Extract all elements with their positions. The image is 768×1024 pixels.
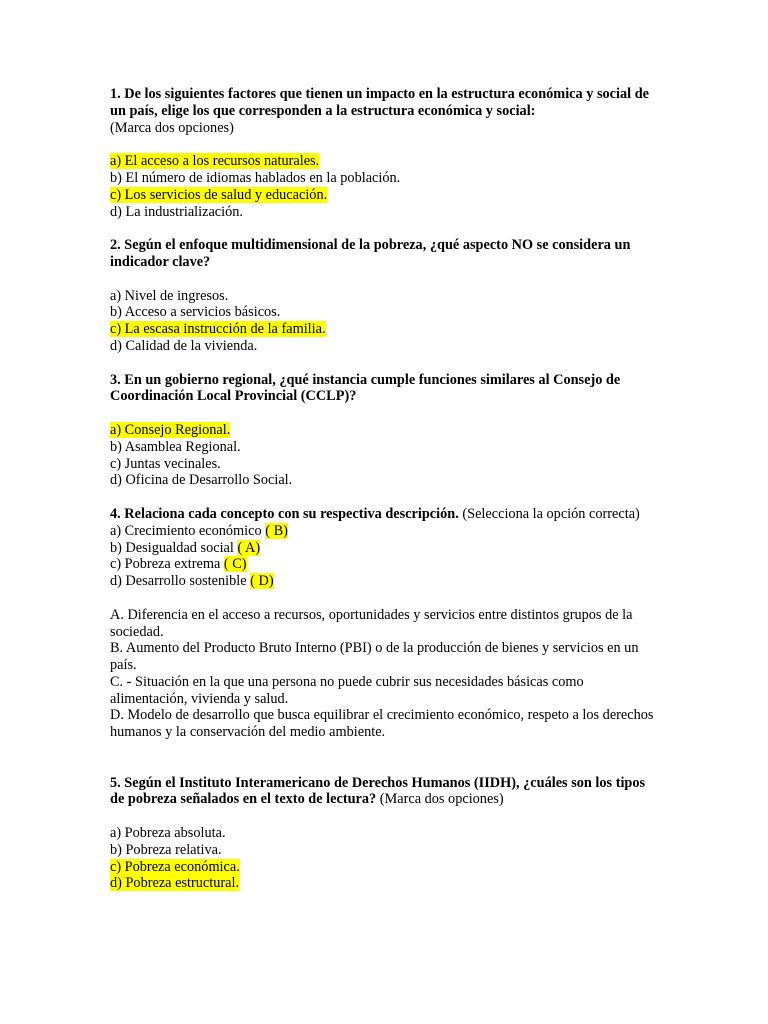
question-4-prompt — [110, 506, 658, 523]
question-4 — [110, 506, 658, 741]
question-5-option-d: d) Pobreza estructural. — [110, 875, 240, 892]
question-4-pair-a: a) Crecimiento económico ( B) — [110, 522, 288, 539]
question-1-option-d: d) La industrialización. — [110, 203, 243, 220]
question-2-option-c: c) La escasa instrucción de la familia. — [110, 321, 326, 338]
answer-badge: ( C) — [223, 556, 247, 573]
question-4-pair-b: b) Desigualdad social ( A) — [110, 539, 261, 556]
question-1 — [110, 86, 658, 220]
question-3-option-d: d) Oficina de Desarrollo Social. — [110, 472, 293, 489]
question-2-title: 2. Según el enfoque multidimensional de la pobreza, ¿qué aspecto NO se considera un indicador clave? — [110, 237, 631, 270]
question-2-option-a: a) Nivel de ingresos. — [110, 287, 229, 304]
question-4-description-c: C. - Situación en la que una persona no puede cubrir sus necesidades básicas como alimentación, vivienda y salud. — [110, 673, 584, 707]
question-4-pair-d: d) Desarrollo sostenible ( D) — [110, 573, 274, 590]
question-3-option-b: b) Asamblea Regional. — [110, 438, 241, 455]
question-4-description-a: A. Diferencia en el acceso a recursos, oportunidades y servicios entre distintos grupos de la sociedad. — [110, 606, 633, 640]
question-4-pair-c: c) Pobreza extrema ( C) — [110, 556, 247, 573]
question-1-prompt — [110, 86, 658, 136]
question-1-option-a: a) El acceso a los recursos naturales. — [110, 153, 320, 170]
question-5-option-a: a) Pobreza absoluta. — [110, 825, 226, 842]
question-3-option-c: c) Juntas vecinales. — [110, 455, 221, 472]
question-5-option-c: c) Pobreza económica. — [110, 858, 240, 875]
question-5-prompt — [110, 775, 658, 809]
question-3-option-a: a) Consejo Regional. — [110, 421, 231, 438]
question-2 — [110, 237, 658, 355]
question-1-title: 1. De los siguientes factores que tienen un impacto en la estructura económica y social de un país, elige los que corresponden a la estructura económica y social: — [110, 86, 649, 119]
question-4-title: 4. Relaciona cada concepto con su respectiva descripción. — [110, 505, 459, 522]
question-1-option-c: c) Los servicios de salud y educación. — [110, 186, 328, 203]
question-5-note: (Marca dos opciones) — [379, 791, 504, 808]
answer-badge: ( A) — [237, 539, 261, 556]
question-3-prompt — [110, 372, 658, 406]
question-3-title: 3. En un gobierno regional, ¿qué instancia cumple funciones similares al Consejo de Coordinación Local Provincial (CCLP)? — [110, 371, 621, 405]
question-1-option-b: b) El número de idiomas hablados en la población. — [110, 169, 401, 186]
question-2-option-b: b) Acceso a servicios básicos. — [110, 304, 281, 321]
question-4-description-b: B. Aumento del Producto Bruto Interno (PBI) o de la producción de bienes y servicios en un país. — [110, 640, 639, 674]
question-2-option-d: d) Calidad de la vivienda. — [110, 337, 258, 354]
question-5 — [110, 775, 658, 893]
question-4-note: (Selecciona la opción correcta) — [462, 505, 640, 522]
question-5-option-b: b) Pobreza relativa. — [110, 841, 222, 858]
question-1-note: (Marca dos opciones) — [110, 119, 234, 136]
answer-badge: ( D) — [250, 573, 274, 590]
question-3 — [110, 372, 658, 490]
question-5-title: 5. Según el Instituto Interamericano de Derechos Humanos (IIDH), ¿cuáles son los tipos de pobreza señalados en el texto de lectura? — [110, 774, 646, 808]
question-2-prompt — [110, 237, 658, 271]
document-body — [110, 86, 658, 892]
answer-badge: ( B) — [265, 522, 288, 539]
question-4-description-d: D. Modelo de desarrollo que busca equilibrar el crecimiento económico, respeto a los derechos humanos y la conservación del medio ambiente. — [110, 707, 654, 741]
